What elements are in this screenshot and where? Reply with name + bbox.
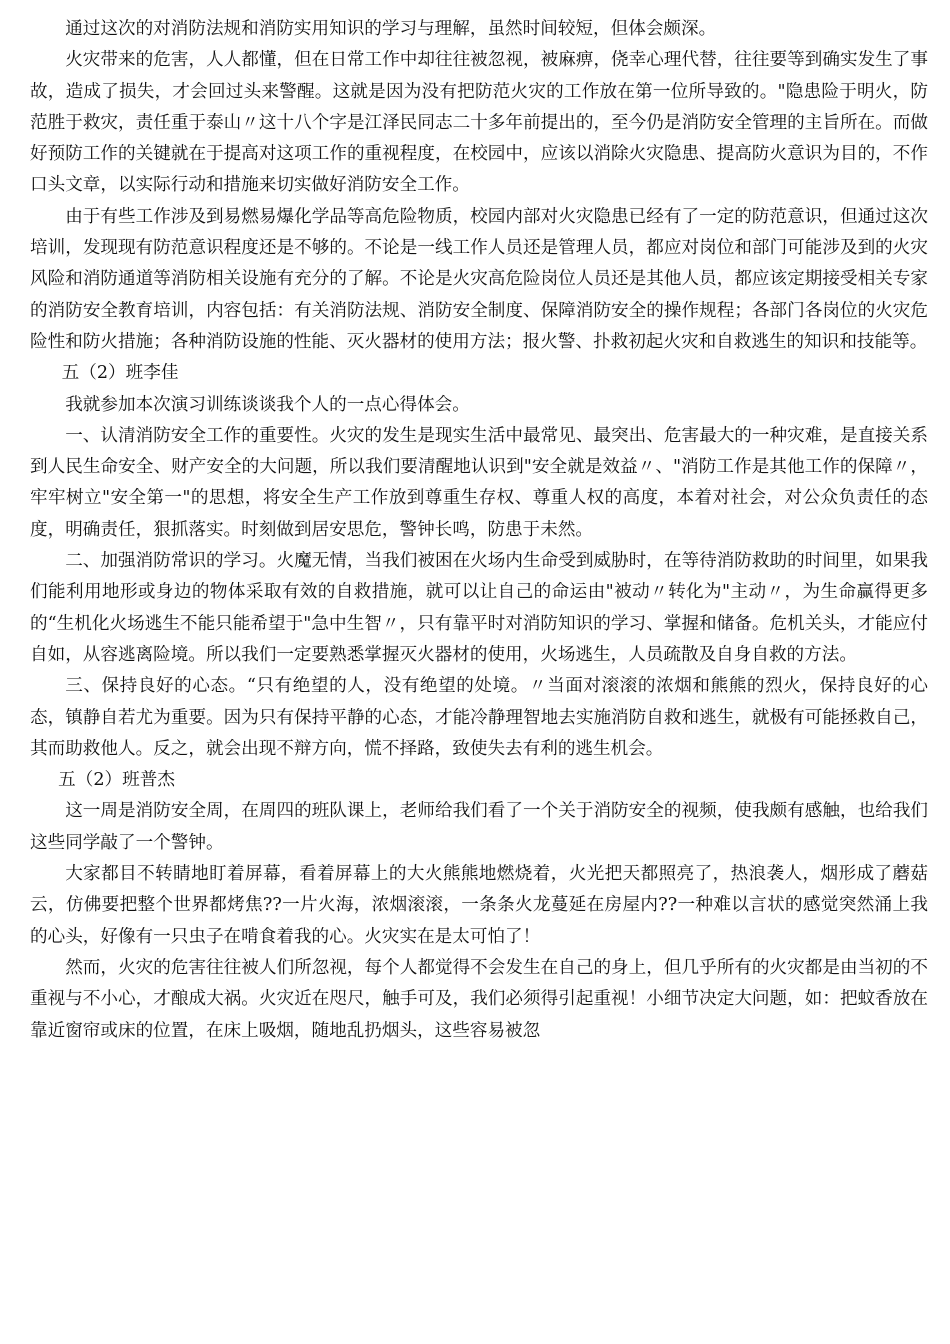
paragraph-drill-reflection: 我就参加本次演习训练谈谈我个人的一点心得体会。 xyxy=(65,394,470,415)
paragraph-safety-week: 这一周是消防安全周，在周四的班队课上，老师给我们看了一个关于消防安全的视频，使我颇有感触，也给我们这些同学敲了一个警钟。 xyxy=(30,801,928,853)
author-heading-li-jia: 五（2）班李佳 xyxy=(61,363,179,384)
paragraph-point-two: 二、加强消防常识的学习。火魔无情，当我们被困在火场内生命受到威胁时，在等待消防救助的时间里，如果我们能利用地形或身边的物体采取有效的自救措施，就可以让自己的命运由"被动〃转化为"主动〃，为生命赢得更多的“生机化火场逃生不能只能希望于"急中生智〃，只有靠平时对消防知识的学习、掌握和储备。危机关头，才能应付自如，从容逃离险境。所以我们一定要熟悉掌握灭火器材的使用，火场逃生，人员疏散及自身自救的方法。 xyxy=(30,551,928,665)
paragraph-campus-awareness: 由于有些工作涉及到易燃易爆化学品等高危险物质，校园内部对火灾隐患已经有了一定的防范意识，但通过这次培训，发现现有防范意识程度还是不够的。不论是一线工作人员还是管理人员，都应对岗位和部门可能涉及到的火灾风险和消防通道等消防相关设施有充分的了解。不论是火灾高危险岗位人员还是其他人员，都应该定期接受相关专家的消防安全教育培训，内容包括：有关消防法规、消防安全制度、保障消防安全的操作规程；各部门各岗位的火灾危险性和防火措施；各种消防设施的性能、灭火器材的使用方法；报火警、扑救初起火灾和自救逃生的知识和技能等。 xyxy=(30,206,928,352)
paragraph-fire-hazards: 火灾带来的危害，人人都懂，但在日常工作中却往往被忽视，被麻痹，侥幸心理代替，往往要等到确实发生了事故，造成了损失，才会回过头来警醒。这就是因为没有把防范火灾的工作放在第一位所导致的。"隐患险于明火，防范胜于救灾，责任重于泰山〃这十八个字是江泽民同志二十多年前提出的，至今仍是消防安全管理的主旨所在。而做好预防工作的关键就在于提高对这项工作的重视程度，在校园中，应该以消除火灾隐患、提高防火意识为目的，不作口头文章，以实际行动和措施来切实做好消防安全工作。 xyxy=(30,50,928,196)
paragraph-video-description: 大家都目不转睛地盯着屏幕，看着屏幕上的大火熊熊地燃烧着，火光把天都照亮了，热浪袭人，烟形成了蘑菇云，仿佛要把整个世界都烤焦??一片火海，浓烟滚滚，一条条火龙蔓延在房屋内??一种难以言状的感觉突然涌上我的心头，好像有一只虫子在啃食着我的心。火灾实在是太可怕了！ xyxy=(30,864,928,947)
paragraph-point-one: 一、认清消防安全工作的重要性。火灾的发生是现实生活中最常见、最突出、危害最大的一种灾难，是直接关系到人民生命安全、财产安全的大问题，所以我们要清醒地认识到"安全就是效益〃、"消防工作是其他工作的保障〃，牢牢树立"安全第一"的思想，将安全生产工作放到尊重生存权、尊重人权的高度，本着对社会，对公众负责任的态度，明确责任，狠抓落实。时刻做到居安思危，警钟长鸣，防患于未然。 xyxy=(30,425,928,540)
author-heading-pu-jie: 五（2）班普杰 xyxy=(58,770,175,791)
paragraph-intro: 通过这次的对消防法规和消防实用知识的学习与理解，虽然时间较短，但体会颇深。 xyxy=(65,19,717,39)
paragraph-point-three: 三、保持良好的心态。“只有绝望的人，没有绝望的处境。〃当面对滚滚的浓烟和熊熊的烈火，保持良好的心态，镇静自若尤为重要。因为只有保持平静的心态，才能冷静理智地去实施消防自救和逃生，就极有可能拯救自己，其而助救他人。反之，就会出现不辩方向，慌不择路，致使失去有利的逃生机会。 xyxy=(30,676,928,759)
paragraph-neglect: 然而，火灾的危害往往被人们所忽视，每个人都觉得不会发生在自己的身上，但几乎所有的火灾都是由当初的不重视与不小心，才酿成大祸。火灾近在咫尺，触手可及，我们必须得引起重视！小细节决定大问题，如：把蚊香放在靠近窗帘或床的位置，在床上吸烟，随地乱扔烟头，这些容易被忽 xyxy=(30,957,928,1041)
document-page xyxy=(30,14,928,1047)
